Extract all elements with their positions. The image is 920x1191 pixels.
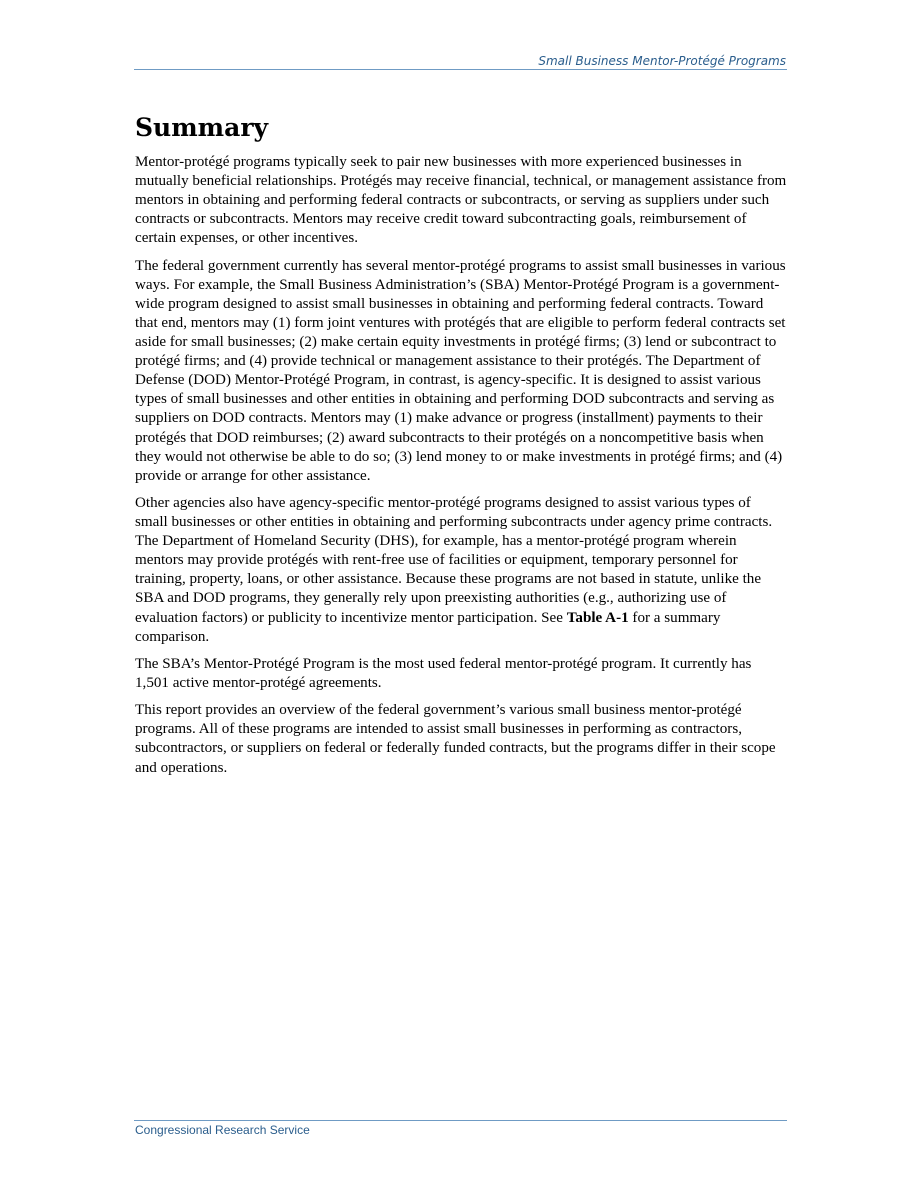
page-title: Summary	[135, 113, 269, 142]
paragraph-text: for a summary comparison.	[135, 609, 721, 645]
table-reference: Table A-1	[566, 609, 629, 626]
running-header: Small Business Mentor-Protégé Programs	[538, 54, 786, 68]
running-footer: Congressional Research Service	[135, 1123, 310, 1137]
paragraph-agency-specific-programs	[135, 494, 787, 647]
paragraph-report-overview: This report provides an overview of the federal government’s various small business mentor-protégé programs. All of these programs are intended to assist small businesses in performing as contractors, subcontractors, or suppliers on federal or federally funded contracts, but the programs differ in their scope and operations.	[135, 702, 776, 776]
paragraph-sba-usage: The SBA’s Mentor-Protégé Program is the most used federal mentor-protégé program. It currently has 1,501 active mentor-protégé agreements.	[135, 655, 752, 691]
paragraph-program-overview: Mentor-protégé programs typically seek to pair new businesses with more experienced businesses in mutually beneficial relationships. Protégés may receive financial, technical, or management assistance from mentors in obtaining and performing federal contracts or subcontracts, or serving as suppliers under such contracts or subcontracts. Mentors may receive credit toward subcontracting goals, reimbursement of certain expenses, or other incentives.	[135, 154, 787, 247]
paragraph-text: Other agencies also have agency-specific mentor-protégé programs designed to assist various types of small businesses or other entities in obtaining and performing subcontracts under agency prime contracts. The Department of Homeland Security (DHS), for example, has a mentor-protégé program wherein mentors may provide protégés with rent-free use of facilities or equipment, temporary personnel for training, property, loans, or other assistance. Because these programs are not based in statute, unlike the SBA and DOD programs, they generally rely upon preexisting authorities (e.g., authorizing use of evaluation factors) or publicity to incentivize mentor participation. See	[135, 494, 773, 626]
footer-rule	[134, 1120, 787, 1121]
header-rule	[134, 69, 787, 70]
paragraph-sba-dod-programs: The federal government currently has several mentor-protégé programs to assist small businesses in various ways. For example, the Small Business Administration’s (SBA) Mentor-Protégé Program is a government-wide program designed to assist small businesses in obtaining and performing federal contracts. Toward that end, mentors may (1) form joint ventures with protégés that are eligible to perform federal contracts set aside for small businesses; (2) make certain equity investments in protégé firms; (3) lend or subcontract to protégé firms; and (4) provide technical or management assistance to their protégés. The Department of Defense (DOD) Mentor-Protégé Program, in contrast, is agency-specific. It is designed to assist various types of small businesses and other entities in obtaining and performing DOD subcontracts and serving as suppliers on DOD contracts. Mentors may (1) make advance or progress (installment) payments to their protégés that DOD reimburses; (2) award subcontracts to their protégés on a noncompetitive basis when they would not otherwise be able to do so; (3) lend money to or make investments in protégé firms; and (4) provide or arrange for other assistance.	[135, 257, 786, 484]
summary-body	[135, 153, 787, 786]
